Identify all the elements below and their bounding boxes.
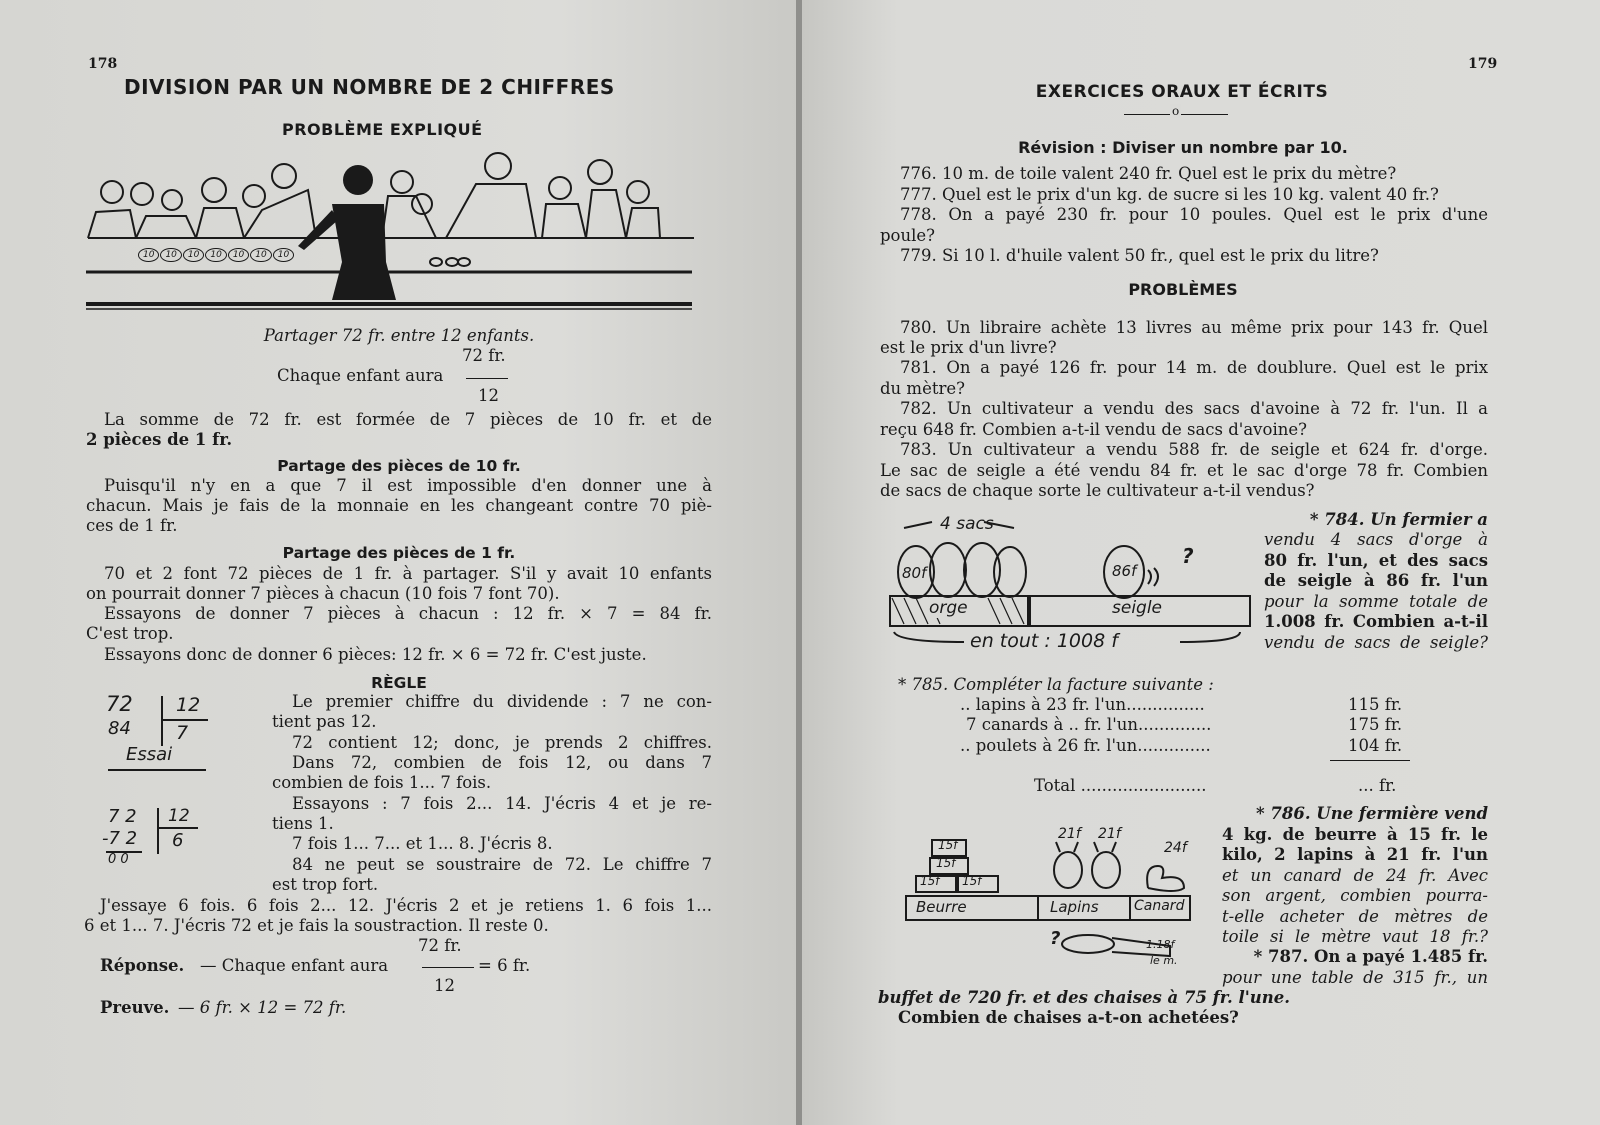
exercise-779: 779. Si 10 l. d'huile valent 50 fr., quel est le prix du litre? — [900, 246, 1379, 265]
quotient: 6 — [172, 830, 184, 851]
problem-783: 783. Un cultivateur a vendu 588 fr. de seigle et 624 fr. d'orge. — [900, 440, 1488, 459]
paragraph: on pourrait donner 7 pièces à chacun (10 fois 7 font 70). — [86, 584, 560, 603]
invoice-desc: .. lapins à 23 fr. l'un............... — [960, 695, 1205, 714]
heading: RÈGLE — [371, 674, 427, 692]
answer-label: Réponse. — [100, 956, 185, 975]
paragraph: La somme de 72 fr. est formée de 7 pièces de 10 fr. et de — [104, 410, 712, 429]
problem-786-line: et un canard de 24 fr. Avec — [1222, 866, 1488, 885]
sacks-illustration — [886, 514, 1258, 656]
coin: 10 — [228, 248, 249, 262]
farm-goods-illustration — [902, 826, 1202, 970]
problem-783-cont: de sacs de chaque sorte le cultivateur a-t-il vendus? — [880, 481, 1315, 500]
problem-781: 781. On a payé 126 fr. pour 14 m. de doublure. Quel est le prix — [900, 358, 1488, 377]
rabbit-price: 21f — [1098, 826, 1121, 842]
problem-782-cont: reçu 648 fr. Combien a-t-il vendu de sacs d'avoine? — [880, 420, 1307, 439]
divisor: 12 — [176, 694, 201, 716]
problem-statement: Partager 72 fr. entre 12 enfants. — [263, 326, 535, 345]
coin-row — [138, 248, 294, 262]
product: 84 — [108, 718, 131, 739]
page-title: EXERCICES ORAUX ET ÉCRITS — [1035, 82, 1329, 102]
rule-line: est trop fort. — [272, 875, 379, 894]
answer-fraction-bar — [422, 967, 474, 968]
paragraph: chacun. Mais je fais de la monnaie en les changeant contre 70 piè- — [86, 496, 712, 515]
butter-price: 15f — [936, 856, 956, 870]
paragraph: 70 et 2 font 72 pièces de 1 fr. à partager. S'il y avait 10 enfants — [104, 564, 712, 583]
coin: 10 — [183, 248, 204, 262]
heading: Partage des pièces de 1 fr. — [282, 544, 516, 562]
classroom-illustration — [86, 150, 712, 320]
problem-785: * 785. Compléter la facture suivante : — [898, 675, 1214, 694]
problem-784-line: de seigle à 86 fr. l'un — [1264, 571, 1488, 590]
fraction-denominator: 12 — [478, 386, 499, 405]
rule-line: 7 fois 1... 7... et 1... 8. J'écris 8. — [292, 834, 553, 853]
proof-label: Preuve. — [100, 998, 170, 1017]
problem-784-line: * 784. Un fermier a — [1309, 510, 1488, 529]
problem-786-line: t-elle acheter de mètres de — [1222, 907, 1488, 926]
remainder: 0 0 — [108, 852, 129, 867]
problem-786-line: kilo, 2 lapins à 21 fr. l'un — [1222, 845, 1488, 864]
invoice-amount: 175 fr. — [1348, 715, 1403, 734]
rule-line: Essayons : 7 fois 2... 14. J'écris 4 et je re- — [292, 794, 712, 813]
cloth-price: 1.18f — [1146, 938, 1175, 951]
fraction-label: Chaque enfant aura — [277, 366, 444, 385]
problems-heading: PROBLÈMES — [1128, 280, 1238, 299]
coin: 10 — [250, 248, 271, 262]
total-label: en tout : 1008 f — [970, 630, 1118, 652]
sacks-count: 4 sacs — [940, 514, 994, 534]
answer-result: = 6 fr. — [478, 956, 531, 975]
butter-label: Beurre — [916, 898, 967, 916]
exercise-778: 778. On a payé 230 fr. pour 10 poules. Quel est le prix d'une — [900, 205, 1488, 224]
rabbit-price: 21f — [1058, 826, 1081, 842]
duck-price: 24f — [1164, 840, 1187, 856]
proof-text: — 6 fr. × 12 = 72 fr. — [178, 998, 347, 1017]
problem-786-line: son argent, combien pourra- — [1222, 886, 1488, 905]
exercise-777: 777. Quel est le prix d'un kg. de sucre si les 10 kg. valent 40 fr.? — [900, 185, 1439, 204]
problem-783-cont: Le sac de seigle a été vendu 84 fr. et le sac d'orge 78 fr. Combien — [880, 461, 1488, 480]
dividend: 7 2 — [108, 806, 137, 827]
revision-heading: Révision : Diviser un nombre par 10. — [1018, 138, 1348, 157]
dividend: 72 — [106, 692, 133, 716]
problem-781-cont: du mètre? — [880, 379, 965, 398]
per-meter-label: le m. — [1150, 954, 1178, 967]
seigle-label: seigle — [1112, 598, 1163, 618]
coin: 10 — [273, 248, 294, 262]
rule-line: J'essaye 6 fois. 6 fois 2... 12. J'écris 2 et je retiens 1. 6 fois 1... — [100, 896, 712, 915]
paragraph: ces de 1 fr. — [86, 516, 178, 535]
rule-line: 84 ne peut se soustraire de 72. Le chiffre 7 — [292, 855, 712, 874]
problem-784-line: vendu de sacs de seigle? — [1264, 633, 1488, 652]
exercise-776: 776. 10 m. de toile valent 240 fr. Quel est le prix du mètre? — [900, 164, 1397, 183]
answer-text: — Chaque enfant aura — [200, 956, 389, 975]
problem-787-cont: buffet de 720 fr. et des chaises à 75 fr. l'une. — [878, 988, 1290, 1007]
section-title: PROBLÈME EXPLIQUÉ — [282, 120, 483, 139]
problem-784-line: 80 fr. l'un, et des sacs — [1264, 551, 1488, 570]
invoice-amount: 115 fr. — [1348, 695, 1403, 714]
problem-784-line: vendu 4 sacs d'orge à — [1264, 530, 1488, 549]
rabbits-label: Lapins — [1050, 898, 1099, 916]
seigle-price: 86f — [1112, 562, 1137, 580]
title-ornament: o — [1172, 104, 1180, 118]
problem-784-line: 1.008 fr. Combien a-t-il — [1264, 612, 1488, 631]
paragraph: Essayons de donner 7 pièces à chacun : 12 fr. × 7 = 84 fr. — [104, 604, 712, 623]
divisor: 12 — [168, 806, 190, 826]
quotient: 7 — [176, 722, 189, 744]
problem-782: 782. Un cultivateur a vendu des sacs d'avoine à 72 fr. l'un. Il a — [900, 399, 1488, 418]
subtrahend: -7 2 — [102, 828, 138, 849]
classroom-drawing — [86, 150, 712, 320]
invoice-desc: .. poulets à 26 fr. l'un.............. — [960, 736, 1211, 755]
problem-787: * 787. On a payé 1.485 fr. — [1253, 947, 1488, 966]
page-number: 179 — [1468, 56, 1498, 72]
problem-787-cont: Combien de chaises a-t-on achetées? — [898, 1008, 1239, 1027]
page-number: 178 — [88, 56, 118, 72]
rule-line: 72 contient 12; donc, je prends 2 chiffres. — [292, 733, 712, 752]
invoice-total-label: Total ........................ — [1034, 776, 1207, 795]
question-mark: ? — [1050, 928, 1061, 949]
question-mark: ? — [1182, 544, 1194, 568]
duck-label: Canard — [1134, 898, 1185, 914]
problem-786-line: * 786. Une fermière vend — [1256, 804, 1488, 823]
invoice-amount: 104 fr. — [1348, 736, 1403, 755]
problem-780-cont: est le prix d'un livre? — [880, 338, 1057, 357]
fraction-bar — [466, 378, 508, 379]
invoice-total-rule — [1330, 760, 1410, 761]
rule-line: Dans 72, combien de fois 12, ou dans 7 — [292, 753, 712, 772]
fraction-numerator: 72 fr. — [462, 346, 506, 365]
paragraph: C'est trop. — [86, 624, 174, 643]
rule-line: 6 et 1... 7. J'écris 72 et je fais la soustraction. Il reste 0. — [84, 916, 549, 935]
paragraph: Essayons donc de donner 6 pièces: 12 fr. × 6 = 72 fr. C'est juste. — [104, 645, 647, 664]
coin: 10 — [138, 248, 159, 262]
orge-price: 80f — [902, 564, 927, 582]
butter-price: 15f — [962, 874, 982, 888]
problem-780: 780. Un libraire achète 13 livres au même prix pour 143 fr. Quel — [900, 318, 1488, 337]
exercise-778-cont: poule? — [880, 226, 936, 245]
problem-786-line: 4 kg. de beurre à 15 fr. le — [1222, 825, 1488, 844]
essai-division — [104, 692, 214, 776]
coin: 10 — [160, 248, 181, 262]
problem-786-line: toile si le mètre vaut 18 fr.? — [1222, 927, 1488, 946]
right-page — [802, 0, 1600, 1125]
essai-label: Essai — [126, 744, 173, 765]
butter-price: 15f — [920, 874, 940, 888]
paragraph: Puisqu'il n'y en a que 7 il est impossible d'en donner une à — [104, 476, 712, 495]
coin: 10 — [205, 248, 226, 262]
final-division — [102, 806, 212, 874]
paragraph: 2 pièces de 1 fr. — [86, 430, 233, 449]
page-title: DIVISION PAR UN NOMBRE DE 2 CHIFFRES — [124, 75, 615, 99]
problem-784-line: pour la somme totale de — [1264, 592, 1488, 611]
orge-label: orge — [926, 598, 971, 618]
rule-line: tient pas 12. — [272, 712, 377, 731]
rule-line: Le premier chiffre du dividende : 7 ne con- — [292, 692, 712, 711]
invoice-desc: 7 canards à .. fr. l'un.............. — [966, 715, 1212, 734]
butter-price: 15f — [938, 838, 958, 852]
heading: Partage des pièces de 10 fr. — [277, 457, 521, 475]
rule-line: combien de fois 1... 7 fois. — [272, 773, 492, 792]
problem-787-cont: pour une table de 315 fr., un — [1222, 968, 1488, 987]
invoice-total-amount: ... fr. — [1358, 776, 1397, 795]
left-page — [0, 0, 798, 1125]
answer-numerator: 72 fr. — [418, 936, 462, 955]
answer-denominator: 12 — [434, 976, 455, 995]
rule-line: tiens 1. — [272, 814, 334, 833]
